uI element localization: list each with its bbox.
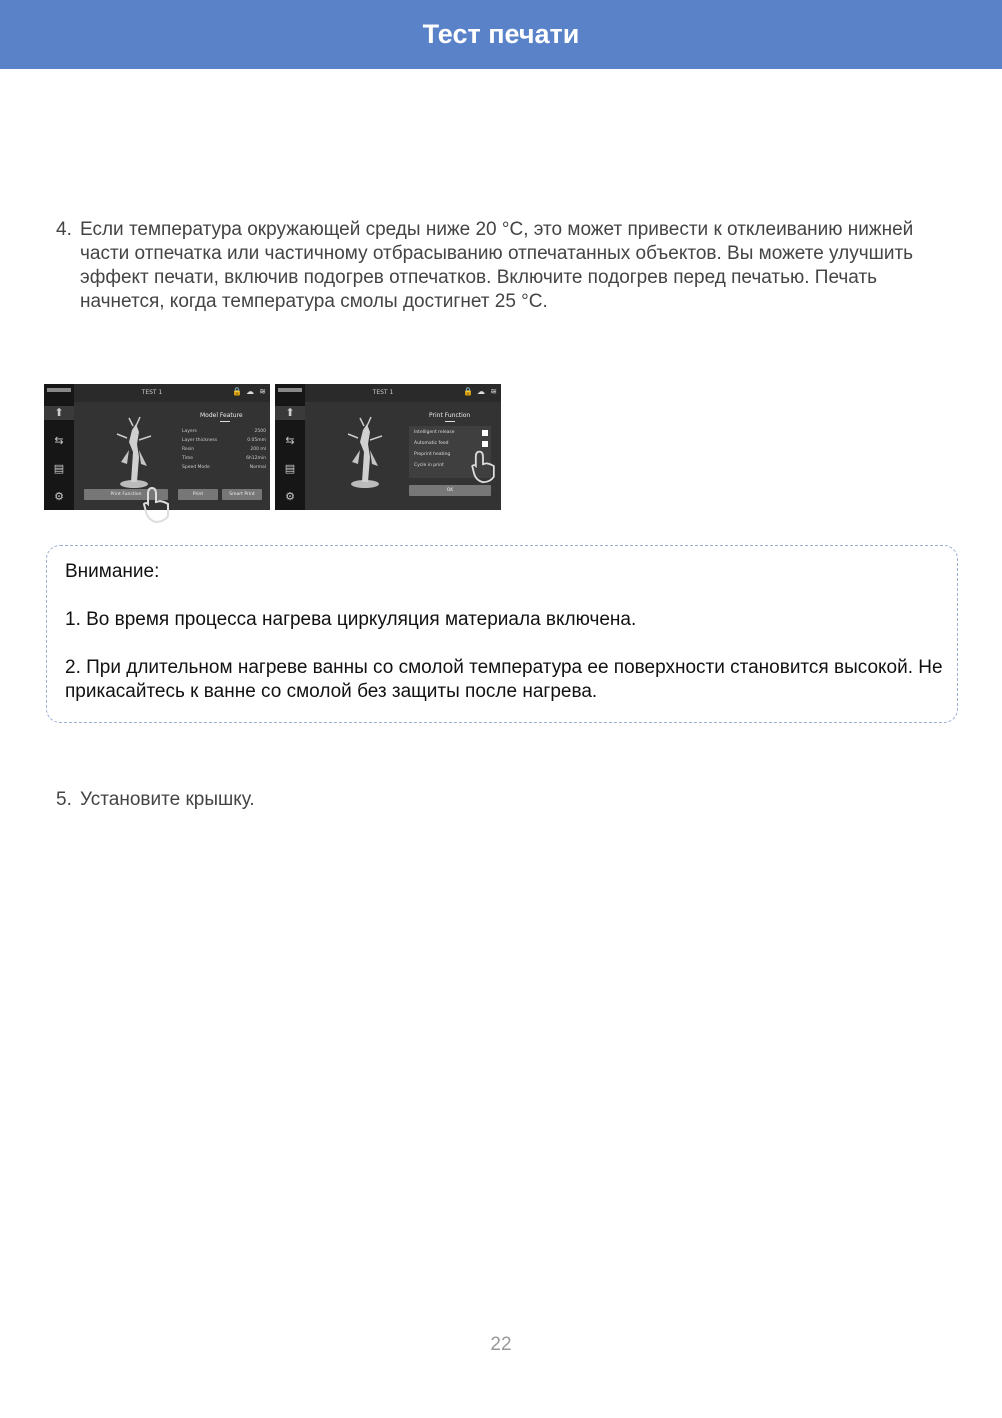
warning-title: Внимание: [65, 561, 160, 582]
step-number: 5. [56, 789, 72, 810]
screen-title: TEST 1 [141, 389, 163, 396]
print-function-button[interactable]: Print Function [84, 489, 168, 500]
tap-hand-icon [136, 484, 176, 524]
feature-row: Resin 200 ml [182, 447, 266, 452]
step-text: Установите крышку. [80, 789, 255, 810]
print-button[interactable]: Print [178, 489, 218, 500]
screen-sidebar [275, 384, 305, 510]
cloud-icon: ☁ [477, 387, 485, 396]
step-5 [56, 788, 920, 812]
settings-icon: ⚙ [54, 490, 64, 503]
file-icon: ▤ [284, 462, 296, 475]
feature-row: Time 6h12min [182, 456, 266, 461]
panel-title: Model Feature [200, 412, 243, 419]
title-underline [220, 421, 230, 422]
feature-row: Speed Mode Normal [182, 465, 266, 470]
model-preview-figure [109, 412, 159, 492]
screen-topbar [74, 384, 270, 402]
checkbox[interactable] [482, 430, 488, 436]
page-title: Тест печати [422, 19, 580, 49]
option-preprint-heating[interactable]: Preprint heating [414, 452, 451, 457]
brand-logo [47, 388, 71, 392]
option-intelligent-release[interactable]: Intelligent release [414, 429, 488, 437]
model-preview-figure [340, 412, 390, 492]
warning-item-2: 2. При длительном нагреве ванны со смолой температура ее поверхности становится высокой. Не прикасайтесь к ванне со смолой без защиты после нагрева. [65, 657, 943, 702]
title-underline [445, 421, 455, 422]
panel-title: Print Function [429, 412, 471, 419]
printer-screen-print-function [275, 384, 501, 510]
print-icon: ⬆ [275, 406, 305, 420]
screen-topbar [305, 384, 501, 402]
step-text: Если температура окружающей среды ниже 20 °C, это может привести к отклеиванию нижней части отпечатка или частичному отбрасыванию отпечатанных объектов. Вы можете улучшить эффект печати, включив подогрев отпечатков. Включите подогрев перед печатью. Печать начнется, когда температура смолы достигнет 25 °C. [80, 219, 914, 312]
brand-logo [278, 388, 302, 392]
warning-item-1: 1. Во время процесса нагрева циркуляция материала включена. [65, 609, 637, 630]
checkbox[interactable] [482, 441, 488, 447]
lock-icon: 🔒 [463, 387, 473, 396]
smart-print-button[interactable]: Smart Print [222, 489, 262, 500]
tools-icon: ⇆ [54, 434, 64, 447]
option-cycle-in-print[interactable]: Cycle in print [414, 463, 444, 468]
warning-box [46, 545, 958, 723]
feature-row: Layer thickness 0.05mm [182, 438, 266, 443]
step-number: 4. [56, 219, 72, 240]
file-icon: ▤ [53, 462, 65, 475]
settings-icon: ⚙ [285, 490, 295, 503]
option-automatic-feed[interactable]: Automatic feed [414, 440, 488, 448]
tools-icon: ⇆ [285, 434, 295, 447]
ok-button[interactable]: OK [409, 485, 491, 496]
step-4 [56, 218, 920, 314]
screen-sidebar [44, 384, 74, 510]
feature-row: Layers 2500 [182, 429, 266, 434]
printer-screen-model-feature [44, 384, 270, 510]
cloud-icon: ☁ [246, 387, 254, 396]
screen-title: TEST 1 [372, 389, 394, 396]
wifi-icon: ≋ [259, 387, 266, 396]
print-icon: ⬆ [44, 406, 74, 420]
page-number: 22 [490, 1334, 512, 1355]
tap-hand-icon [465, 448, 501, 484]
lock-icon: 🔒 [232, 387, 242, 396]
page-header [0, 0, 1002, 69]
wifi-icon: ≋ [490, 387, 497, 396]
